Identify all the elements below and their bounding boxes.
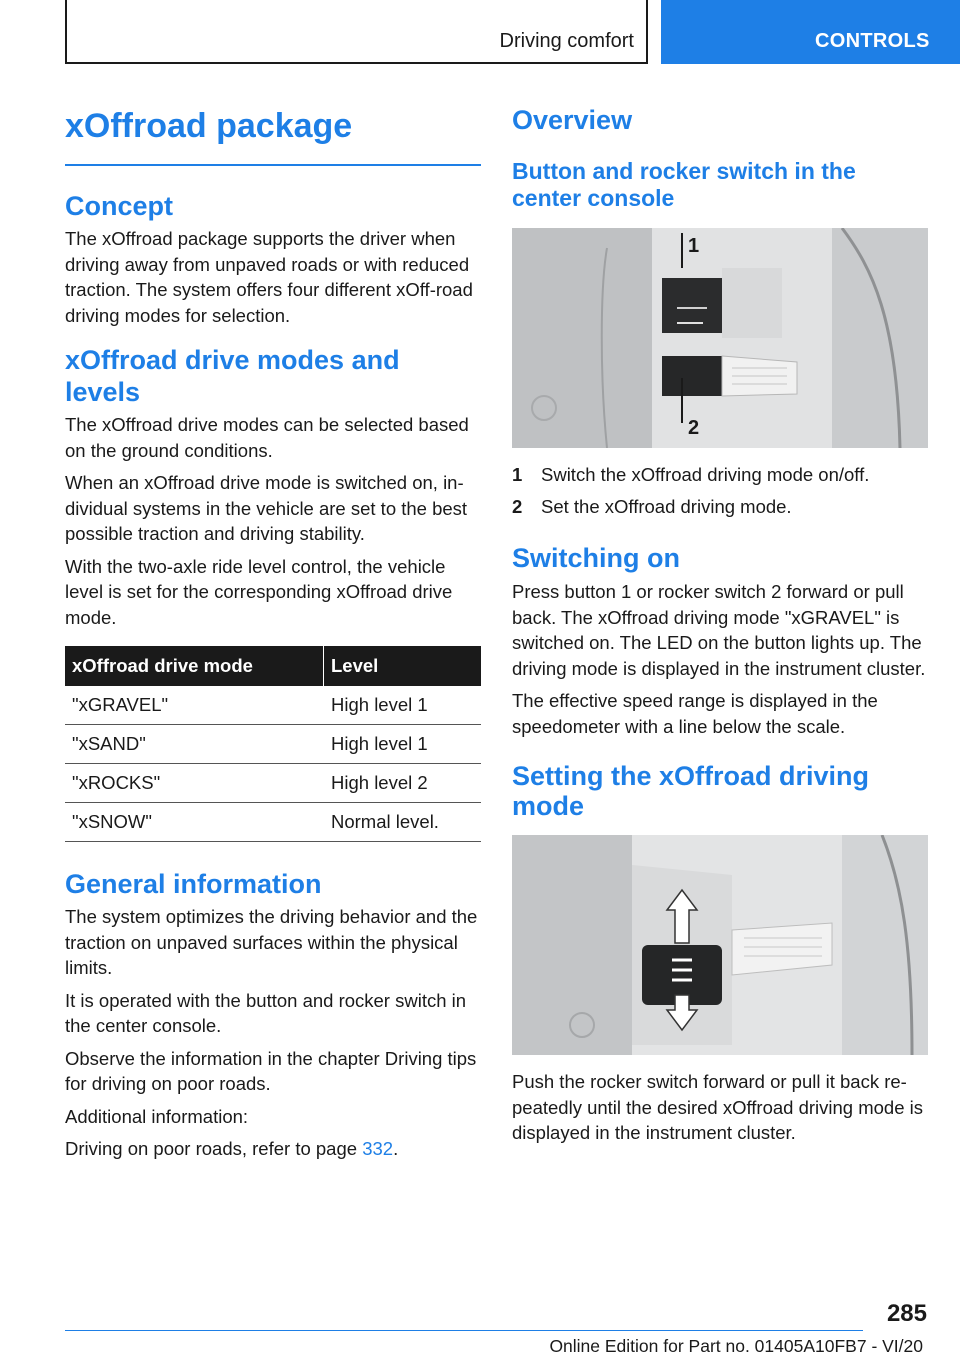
general-p5-suffix: . xyxy=(393,1138,399,1159)
table-cell-level: High level 1 xyxy=(324,686,482,725)
page-link-332[interactable]: 332 xyxy=(362,1138,394,1159)
header-chapter-tab[interactable] xyxy=(661,0,960,64)
rocker-switch-figure xyxy=(512,835,928,1055)
figure-callout-1: 1 xyxy=(688,235,700,257)
center-console-figure xyxy=(512,228,928,448)
page-title: xOffroad package xyxy=(65,107,353,145)
center-console-illustration xyxy=(512,228,928,448)
list-item-text: Switch the xOffroad driving mode on/off. xyxy=(541,464,870,485)
table-cell-level: High level 1 xyxy=(324,725,482,764)
callout-list xyxy=(512,462,928,519)
list-item-number: 1 xyxy=(512,464,523,485)
footer-divider xyxy=(65,1330,863,1331)
switching-on-paragraph-2: The effective speed range is displayed in the speedometer with a line below the scale. xyxy=(512,690,878,737)
general-p5-prefix: Driving on poor roads, refer to page xyxy=(65,1138,363,1159)
table-cell-level: High level 2 xyxy=(324,764,482,803)
table-cell-mode: "xGRAVEL" xyxy=(65,686,324,725)
general-paragraph-2: It is operated with the button and rocker switch in the center console. xyxy=(65,989,467,1036)
right-column xyxy=(512,100,928,1146)
list-item xyxy=(512,494,928,519)
modes-table xyxy=(65,646,481,842)
header-section-title: Driving comfort xyxy=(499,30,634,52)
figure-callout-2: 2 xyxy=(688,417,700,439)
modes-heading: xOffroad drive modes and levels xyxy=(65,345,400,407)
left-column xyxy=(65,100,481,1162)
list-item-text: Set the xOffroad driving mode. xyxy=(541,496,792,517)
header-chapter-label: CONTROLS xyxy=(815,30,930,52)
general-paragraph-5 xyxy=(65,1136,481,1162)
switching-on-paragraph-1: Press button 1 or rocker switch 2 forward or pull back. The xOffroad driving mode "xGRAVEL" is switched on. The LED on the button lights up. The driving mode is displayed in the instrument cluster. xyxy=(512,581,926,679)
table-cell-mode: "xSNOW" xyxy=(65,803,324,842)
general-heading: General information xyxy=(65,869,322,899)
switching-on-heading: Switching on xyxy=(512,543,680,573)
footer-edition: Online Edition for Part no. 01405A10FB7 - VI/20 xyxy=(549,1336,923,1356)
title-divider xyxy=(65,164,481,166)
modes-paragraph-3: With the two-axle ride level control, the vehicle level is set for the corresponding xOffroad drive mode. xyxy=(65,555,453,628)
setting-mode-heading: Setting the xOffroad driving mode xyxy=(512,761,870,821)
page-number: 285 xyxy=(886,1300,927,1327)
modes-table-header-level: Level xyxy=(324,646,482,686)
table-cell-level: Normal level. xyxy=(324,803,482,842)
table-row xyxy=(65,803,481,842)
table-row xyxy=(65,764,481,803)
table-row xyxy=(65,686,481,725)
table-row xyxy=(65,725,481,764)
table-cell-mode: "xSAND" xyxy=(65,725,324,764)
overview-heading: Overview xyxy=(512,105,633,135)
modes-paragraph-1: The xOffroad drive modes can be selected based on the ground conditions. xyxy=(65,414,469,461)
list-item-number: 2 xyxy=(512,496,523,517)
general-paragraph-4: Additional information: xyxy=(65,1105,249,1127)
setting-mode-paragraph: Push the rocker switch forward or pull it back re‐peatedly until the desired xOffroad driving mode is displayed in the instrument cluster. xyxy=(512,1071,924,1143)
overview-subheading: Button and rocker switch in the center console xyxy=(512,158,856,211)
table-cell-mode: "xROCKS" xyxy=(65,764,324,803)
modes-paragraph-2: When an xOffroad drive mode is switched on, in‐dividual systems in the vehicle are set to the best possible traction and driving stability. xyxy=(65,472,468,544)
modes-table-header xyxy=(65,646,481,686)
rocker-switch-illustration xyxy=(512,835,928,1055)
concept-heading: Concept xyxy=(65,191,173,221)
general-paragraph-1: The system optimizes the driving behavior and the traction on unpaved surfaces within the physical limits. xyxy=(65,906,478,978)
list-item xyxy=(512,462,928,487)
modes-table-header-mode: xOffroad drive mode xyxy=(65,646,324,686)
general-paragraph-3: Observe the information in the chapter Driving tips for driving on poor roads. xyxy=(65,1047,477,1094)
header-section-box xyxy=(65,0,648,64)
concept-text: The xOffroad package supports the driver when driving away from unpaved roads or with reduced traction. The system offers four different xOff‐road driving modes for selection. xyxy=(65,228,473,326)
